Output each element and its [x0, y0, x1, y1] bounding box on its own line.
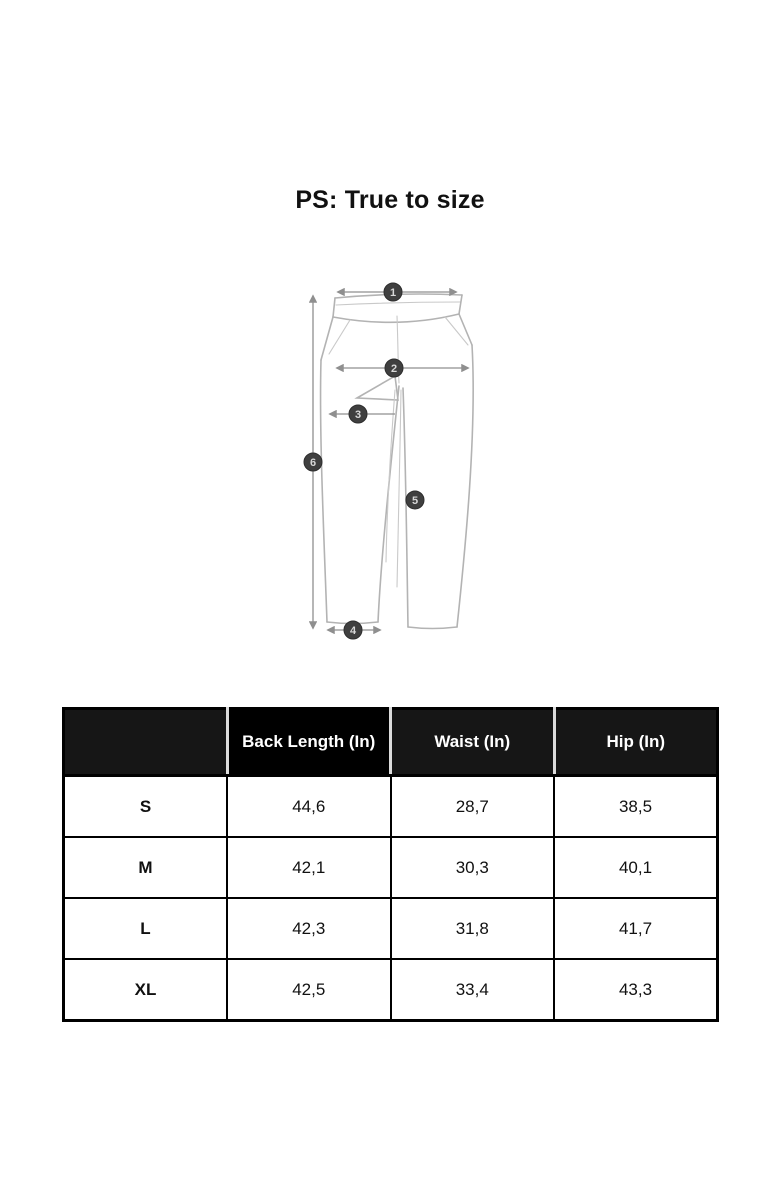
size-chart-header	[64, 709, 718, 776]
marker-5-number: 5	[411, 495, 419, 507]
back-length-value: 42,5	[227, 959, 391, 1021]
marker-6	[304, 453, 322, 471]
marker-4-number: 4	[349, 625, 357, 637]
hip-value: 40,1	[554, 837, 718, 898]
marker-4	[344, 621, 362, 639]
waist-value: 28,7	[391, 776, 555, 838]
size-chart-body	[64, 776, 718, 1021]
table-row-m	[64, 837, 718, 898]
marker-1	[384, 283, 402, 301]
marker-6-number: 6	[309, 457, 317, 469]
pants-measurement-diagram	[280, 272, 500, 662]
table-row-s	[64, 776, 718, 838]
back-length-value: 44,6	[227, 776, 391, 838]
hip-value: 41,7	[554, 898, 718, 959]
table-row-l	[64, 898, 718, 959]
back-length-value: 42,1	[227, 837, 391, 898]
table-row-xl	[64, 959, 718, 1021]
header-waist: Waist (In)	[391, 709, 555, 776]
header-back-length: Back Length (In)	[227, 709, 391, 776]
waist-value: 31,8	[391, 898, 555, 959]
marker-5	[406, 491, 424, 509]
back-length-value: 42,3	[227, 898, 391, 959]
pants-sketch-svg	[280, 272, 500, 662]
size-chart-table	[62, 707, 719, 1022]
size-label: XL	[64, 959, 228, 1021]
size-label: M	[64, 837, 228, 898]
marker-3	[349, 405, 367, 423]
marker-2	[385, 359, 403, 377]
hip-value: 43,3	[554, 959, 718, 1021]
pants-outline	[321, 294, 474, 629]
size-label: S	[64, 776, 228, 838]
header-hip: Hip (In)	[554, 709, 718, 776]
hip-value: 38,5	[554, 776, 718, 838]
marker-2-number: 2	[390, 363, 398, 375]
marker-1-number: 1	[389, 287, 397, 299]
waist-value: 33,4	[391, 959, 555, 1021]
marker-3-number: 3	[354, 409, 362, 421]
size-label: L	[64, 898, 228, 959]
page-title: PS: True to size	[295, 186, 485, 214]
header-empty-cell	[64, 709, 228, 776]
waist-value: 30,3	[391, 837, 555, 898]
